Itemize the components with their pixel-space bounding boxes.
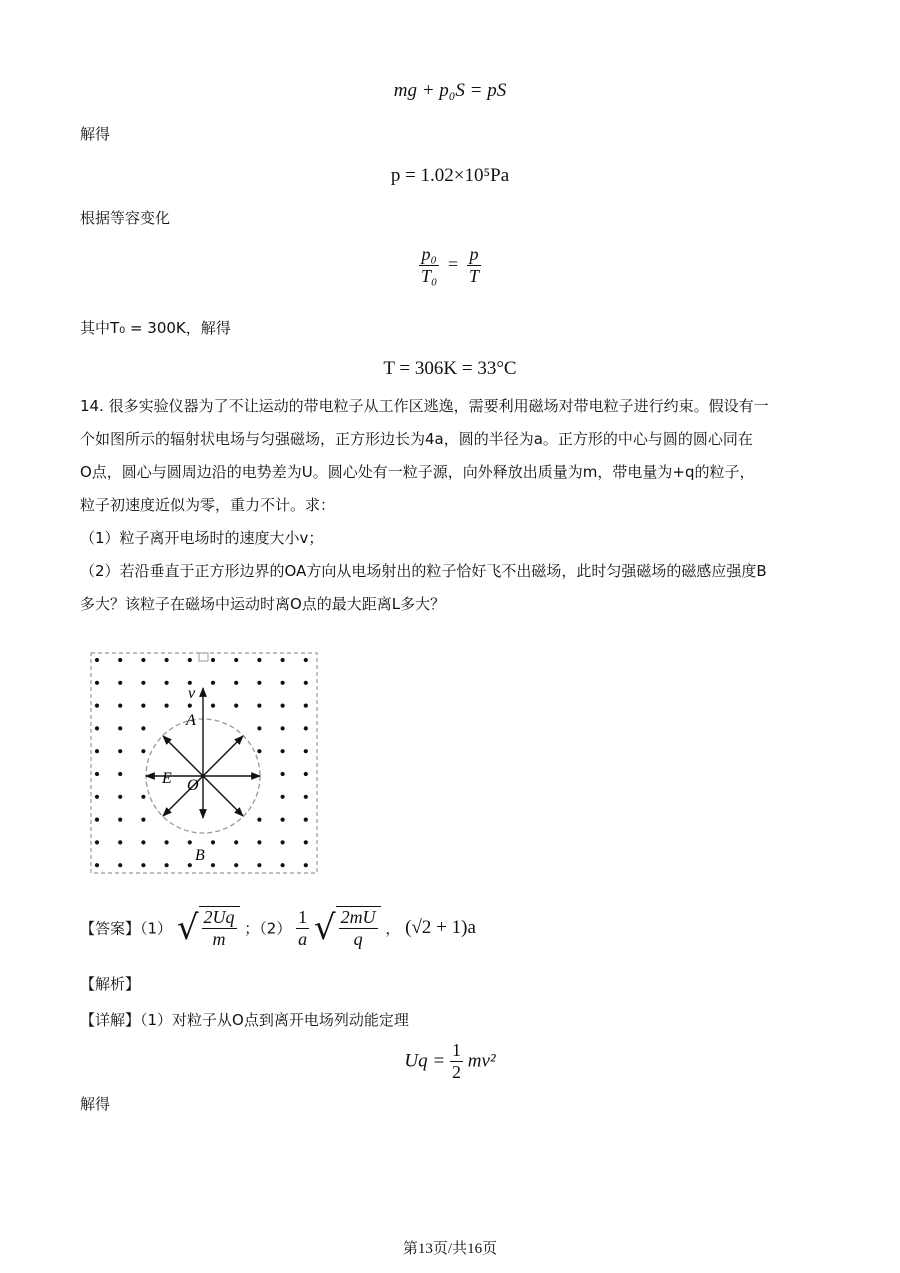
question-line: 个如图所示的辐射状电场与匀强磁场，正方形边长为4a，圆的半径为a。正方形的中心与圆的圆心同在 bbox=[80, 430, 753, 448]
field-dot bbox=[141, 863, 145, 867]
field-dot bbox=[281, 795, 285, 799]
denominator: T bbox=[468, 266, 479, 286]
denominator: m bbox=[212, 929, 226, 949]
field-dot bbox=[257, 726, 261, 730]
equation-right: mv² bbox=[467, 1050, 496, 1072]
question-line: 14. 很多实验仪器为了不让运动的带电粒子从工作区逃逸，需要利用磁场对带电粒子进行约束。假设有一 bbox=[80, 397, 769, 415]
field-dot bbox=[118, 772, 122, 776]
field-dot bbox=[257, 840, 261, 844]
field-dot bbox=[141, 726, 145, 730]
field-dot bbox=[304, 704, 308, 708]
field-dot bbox=[281, 818, 285, 822]
field-diagram bbox=[88, 650, 320, 876]
field-dot bbox=[281, 681, 285, 685]
field-dot bbox=[281, 658, 285, 662]
equation-force-balance bbox=[0, 80, 900, 102]
answer-2 bbox=[314, 906, 381, 950]
field-dot bbox=[281, 704, 285, 708]
field-dot bbox=[95, 840, 99, 844]
answer-separator: ；（2） bbox=[244, 919, 292, 938]
field-dot bbox=[281, 726, 285, 730]
field-dot bbox=[257, 863, 261, 867]
field-dot bbox=[141, 795, 145, 799]
text-qizhong: 其中T₀ = 300K，解得 bbox=[80, 319, 231, 337]
field-dot bbox=[95, 772, 99, 776]
text-isochoric: 根据等容变化 bbox=[80, 209, 171, 227]
field-dot bbox=[118, 795, 122, 799]
text-jiede-1: 解得 bbox=[80, 125, 111, 143]
field-dot bbox=[211, 840, 215, 844]
field-dot bbox=[234, 840, 238, 844]
field-dot bbox=[304, 818, 308, 822]
field-dot bbox=[118, 818, 122, 822]
field-dot bbox=[304, 681, 308, 685]
equation-text: p = 1.02×10⁵Pa bbox=[390, 165, 510, 186]
equation-kinetic-energy bbox=[0, 1040, 900, 1083]
field-dot bbox=[165, 704, 169, 708]
field-dot bbox=[118, 681, 122, 685]
field-dot bbox=[141, 749, 145, 753]
question-line: O点，圆心与圆周边沿的电势差为U。圆心处有一粒子源，向外释放出质量为m，带电量为+q的粒子， bbox=[80, 463, 755, 481]
field-dot bbox=[257, 749, 261, 753]
sqrt-icon: √ bbox=[313, 908, 336, 948]
field-dot bbox=[304, 749, 308, 753]
field-dot bbox=[118, 658, 122, 662]
field-dot bbox=[141, 658, 145, 662]
field-dot bbox=[165, 658, 169, 662]
equation-text: mg + p₀S = pS bbox=[393, 80, 507, 101]
right-angle-mark bbox=[199, 653, 208, 661]
answer-1 bbox=[177, 906, 240, 950]
field-dot bbox=[165, 840, 169, 844]
denominator: a bbox=[298, 928, 308, 949]
field-dot bbox=[118, 749, 122, 753]
numerator: 2mU bbox=[340, 907, 376, 927]
field-dot bbox=[304, 772, 308, 776]
field-dot bbox=[257, 681, 261, 685]
field-dot bbox=[118, 863, 122, 867]
text-jiede-2: 解得 bbox=[80, 1095, 111, 1113]
sqrt-icon: √ bbox=[176, 908, 199, 948]
numerator: 1 bbox=[451, 1040, 461, 1060]
denominator: T₀ bbox=[421, 266, 438, 286]
square-boundary bbox=[91, 653, 317, 873]
field-dot bbox=[211, 704, 215, 708]
field-dot bbox=[281, 840, 285, 844]
fraction bbox=[202, 907, 237, 950]
field-dot bbox=[257, 704, 261, 708]
field-dot bbox=[234, 863, 238, 867]
radial-field-arrows bbox=[146, 688, 260, 818]
arrow-upright bbox=[203, 736, 243, 776]
field-dot bbox=[95, 795, 99, 799]
field-dot bbox=[304, 840, 308, 844]
detail-explanation: 【详解】（1）对粒子从O点到离开电场列动能定理 bbox=[80, 1011, 409, 1029]
question-sub-2a: （2）若沿垂直于正方形边界的OA方向从电场射出的粒子恰好飞不出磁场，此时匀强磁场的磁感应强度B bbox=[80, 562, 767, 580]
fraction-half bbox=[450, 1040, 463, 1083]
fraction bbox=[339, 907, 378, 950]
numerator: 2Uq bbox=[203, 907, 235, 927]
field-dot bbox=[281, 772, 285, 776]
equation-temperature bbox=[0, 358, 900, 380]
field-dot bbox=[257, 818, 261, 822]
field-dot bbox=[188, 704, 192, 708]
field-dot bbox=[281, 863, 285, 867]
field-dot bbox=[95, 818, 99, 822]
field-dot bbox=[188, 863, 192, 867]
field-dot bbox=[118, 704, 122, 708]
equals-sign: = bbox=[448, 253, 459, 274]
field-dot bbox=[234, 681, 238, 685]
answer-label: 【答案】（1） bbox=[80, 919, 173, 938]
field-dot bbox=[95, 658, 99, 662]
field-dot bbox=[304, 863, 308, 867]
field-dot bbox=[304, 726, 308, 730]
page-footer: 第13页/共16页 bbox=[402, 1241, 498, 1257]
numerator: p₀ bbox=[419, 244, 439, 266]
field-dot bbox=[95, 681, 99, 685]
answer-line bbox=[80, 906, 476, 950]
question-14 bbox=[80, 390, 822, 621]
field-dot bbox=[188, 658, 192, 662]
field-dot bbox=[118, 726, 122, 730]
analysis-label: 【解析】 bbox=[80, 975, 141, 993]
answer-comma: ， bbox=[385, 919, 401, 938]
label-B: B bbox=[195, 847, 205, 864]
field-dot bbox=[95, 863, 99, 867]
field-dot bbox=[141, 704, 145, 708]
field-dot bbox=[95, 749, 99, 753]
label-A: A bbox=[186, 712, 196, 729]
label-E: E bbox=[162, 770, 172, 787]
denominator: q bbox=[353, 929, 363, 949]
label-O: O bbox=[187, 777, 199, 794]
equation-left: Uq = bbox=[404, 1050, 446, 1072]
field-dot bbox=[165, 681, 169, 685]
question-line: 粒子初速度近似为零，重力不计。求： bbox=[80, 496, 336, 514]
field-dot bbox=[165, 863, 169, 867]
equation-text: T = 306K = 33°C bbox=[383, 358, 517, 379]
field-dot bbox=[95, 704, 99, 708]
question-sub-1: （1）粒子离开电场时的速度大小v； bbox=[80, 529, 324, 547]
field-dot bbox=[257, 658, 261, 662]
field-dot bbox=[141, 818, 145, 822]
field-dot bbox=[141, 840, 145, 844]
field-dot bbox=[118, 840, 122, 844]
field-dot bbox=[141, 681, 145, 685]
label-v: v bbox=[188, 685, 196, 702]
denominator: 2 bbox=[451, 1062, 461, 1082]
field-dot bbox=[281, 749, 285, 753]
field-dot bbox=[304, 658, 308, 662]
field-dot bbox=[95, 726, 99, 730]
arrow-downright bbox=[203, 776, 243, 816]
magnetic-field-dots bbox=[95, 658, 308, 867]
numerator: 1 bbox=[298, 906, 308, 927]
answer-3: (√2 + 1)a bbox=[405, 917, 476, 938]
equation-pressure bbox=[0, 165, 900, 187]
field-dot bbox=[234, 658, 238, 662]
numerator: p bbox=[467, 244, 481, 266]
field-dot bbox=[188, 840, 192, 844]
question-sub-2b: 多大？该粒子在磁场中运动时离O点的最大距离L多大？ bbox=[80, 595, 446, 613]
field-dot bbox=[211, 658, 215, 662]
field-dot bbox=[304, 795, 308, 799]
fraction-right bbox=[467, 244, 481, 287]
field-dot bbox=[211, 863, 215, 867]
equation-isochoric bbox=[0, 244, 900, 287]
fraction-left bbox=[419, 244, 439, 287]
field-dot bbox=[234, 704, 238, 708]
field-dot bbox=[211, 681, 215, 685]
answer-2-coefficient bbox=[296, 907, 309, 950]
